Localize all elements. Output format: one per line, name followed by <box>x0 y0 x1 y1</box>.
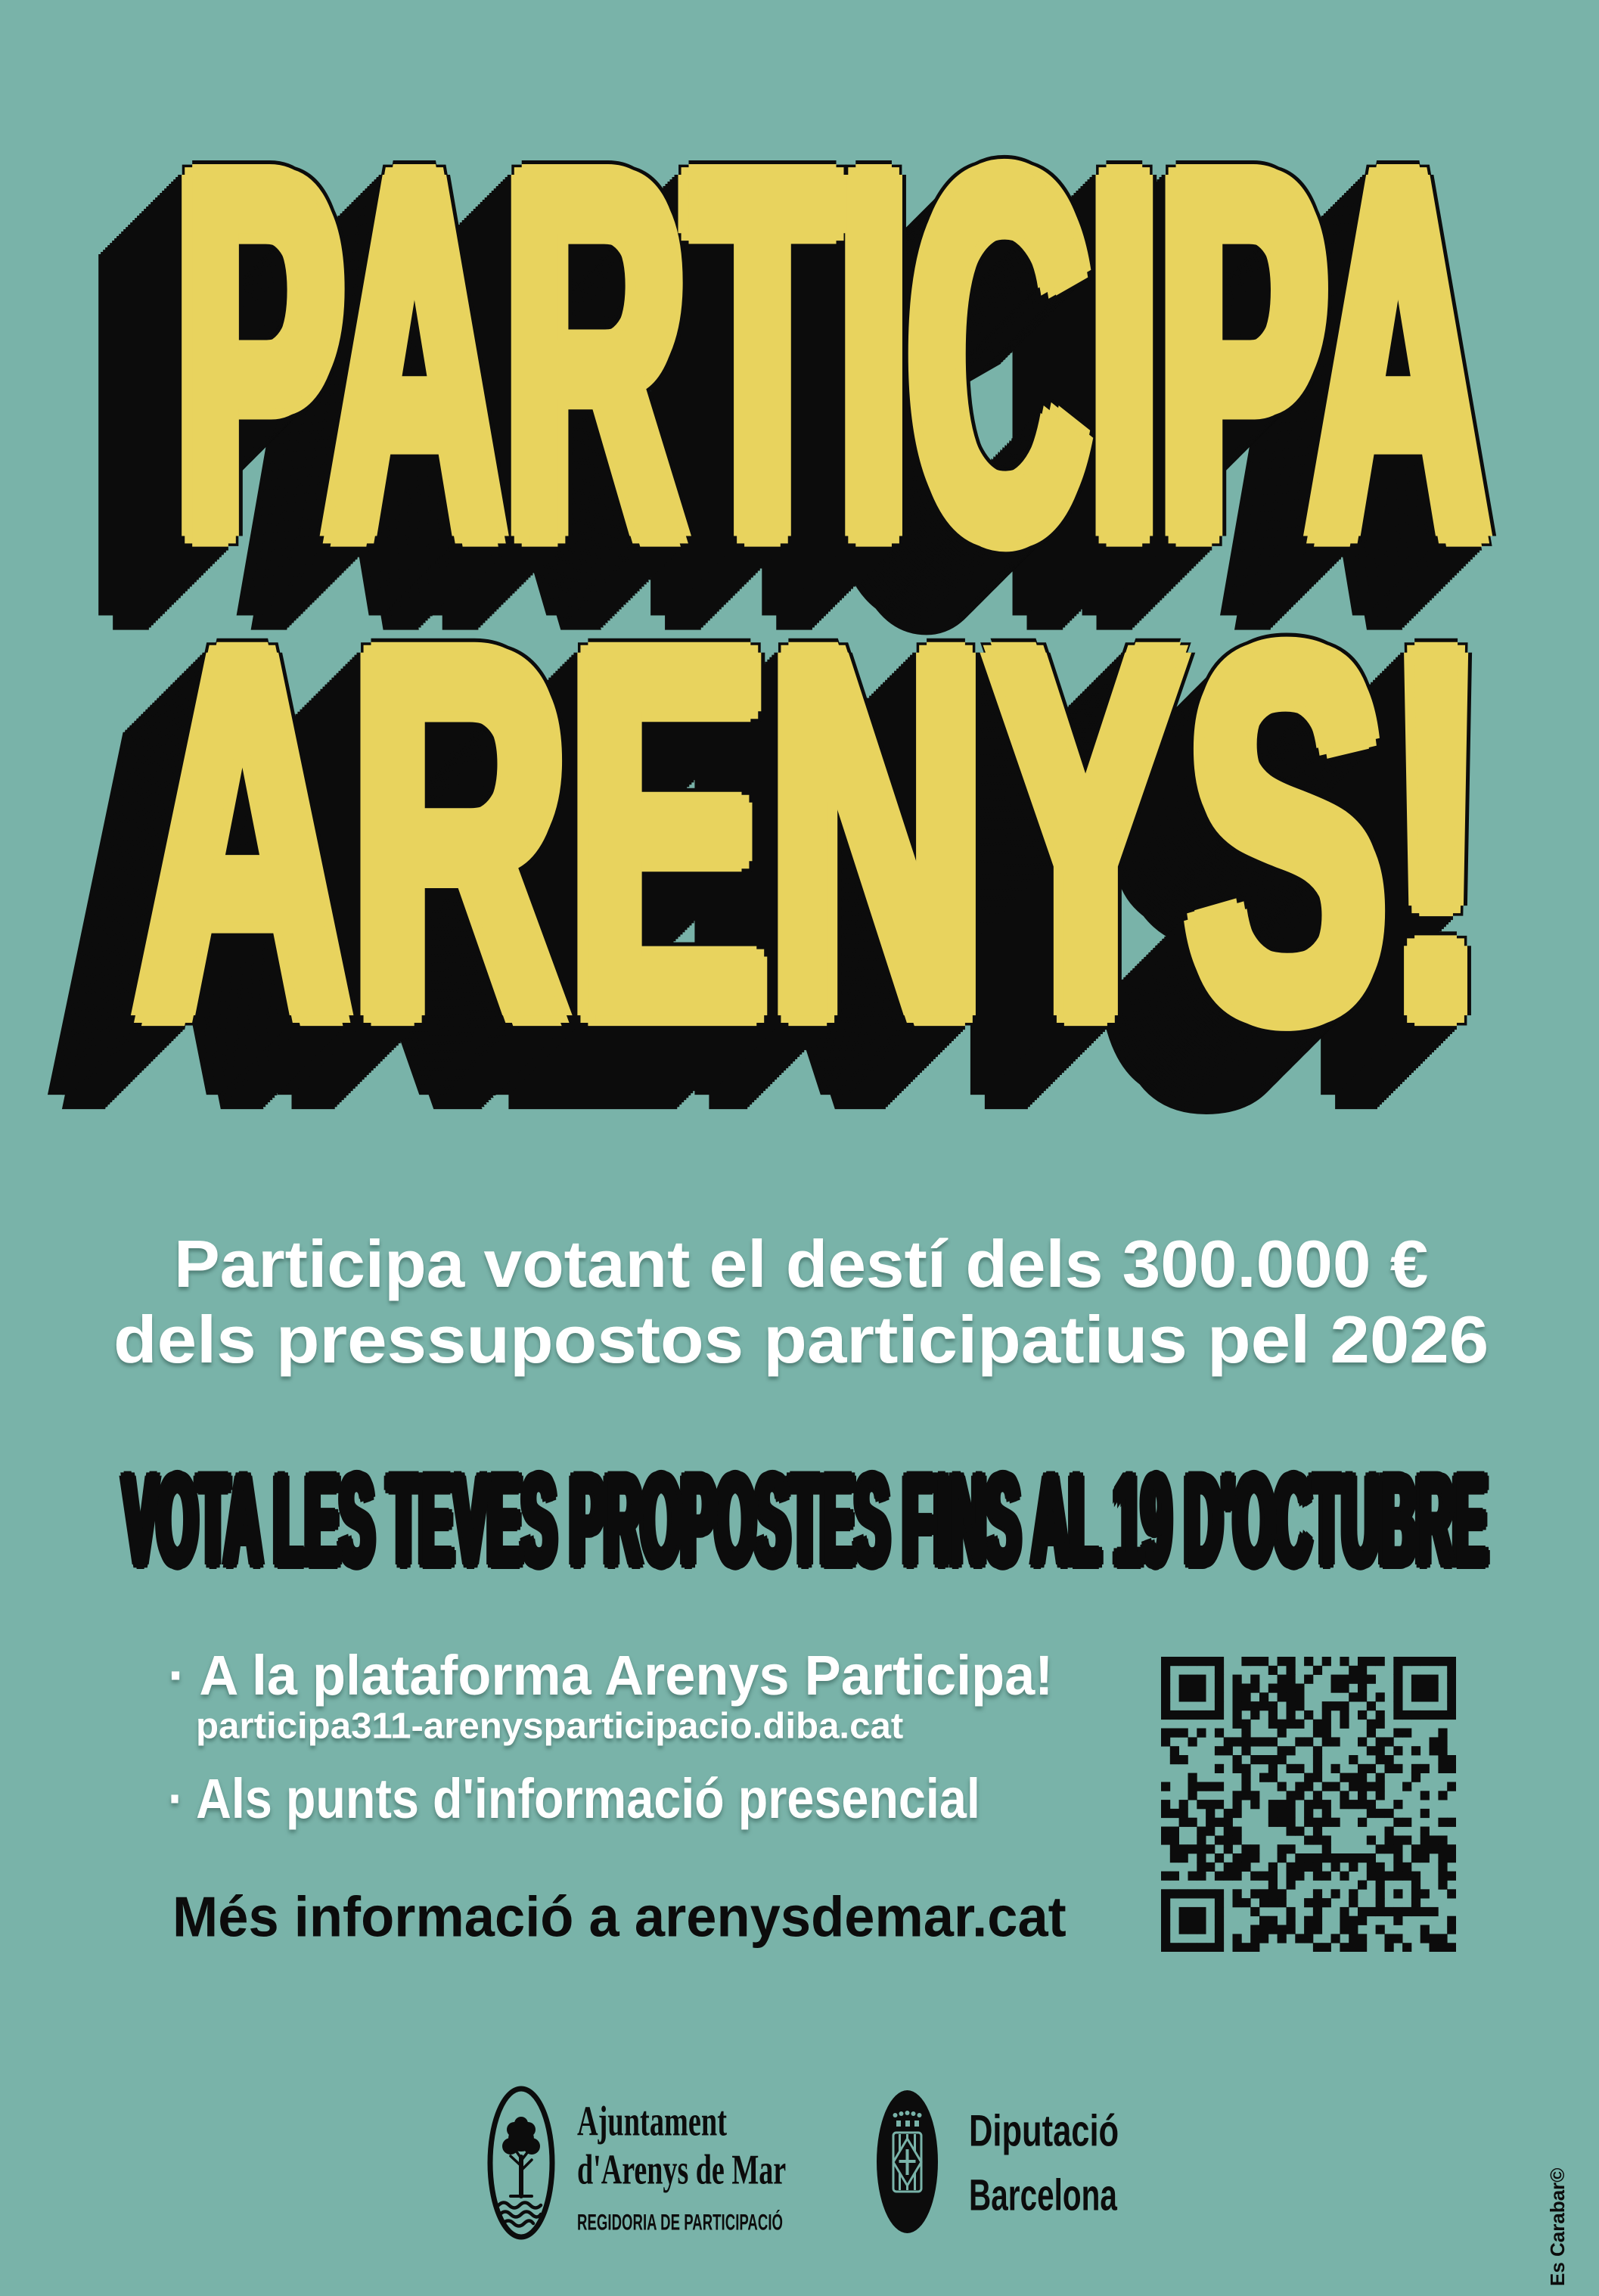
bullet-item-platform: · A la plataforma Arenys Participa! <box>168 1644 1054 1707</box>
platform-url: participa311-arenysparticipacio.diba.cat <box>196 1704 904 1746</box>
credit-vertical-text: Es Carabar© <box>1546 2167 1569 2286</box>
diputacio-emblem-icon <box>877 2090 938 2233</box>
headline-line-2: ARENYS! <box>134 538 1486 1128</box>
diputacio-name-line-2: Barcelona <box>969 2170 1117 2220</box>
ajuntament-department-label: REGIDORIA DE PARTICIPACIÓ <box>577 2209 784 2235</box>
more-info-text: Més informació a arenysdemar.cat <box>172 1884 1067 1949</box>
intro-line-1: Participa votant el destí dels 300.000 € <box>174 1226 1429 1302</box>
diputacio-name-line-1: Diputació <box>969 2106 1119 2156</box>
ajuntament-name-line-2: d'Arenys de Mar <box>577 2145 787 2193</box>
qr-code <box>1161 1657 1456 1952</box>
headline-line-1: PARTICIPA <box>175 61 1489 648</box>
deadline-banner: VOTA LES TEVES PROPOSTES FINS AL 19 D'OCTUBRE <box>123 1447 1488 1592</box>
bullet-item-info-points: · Als punts d'informació presencial <box>168 1767 980 1830</box>
intro-line-2: dels pressupostos participatius pel 2026 <box>113 1302 1489 1378</box>
ajuntament-seal-icon <box>487 2084 555 2242</box>
ajuntament-name-line-1: Ajuntament <box>577 2096 727 2145</box>
